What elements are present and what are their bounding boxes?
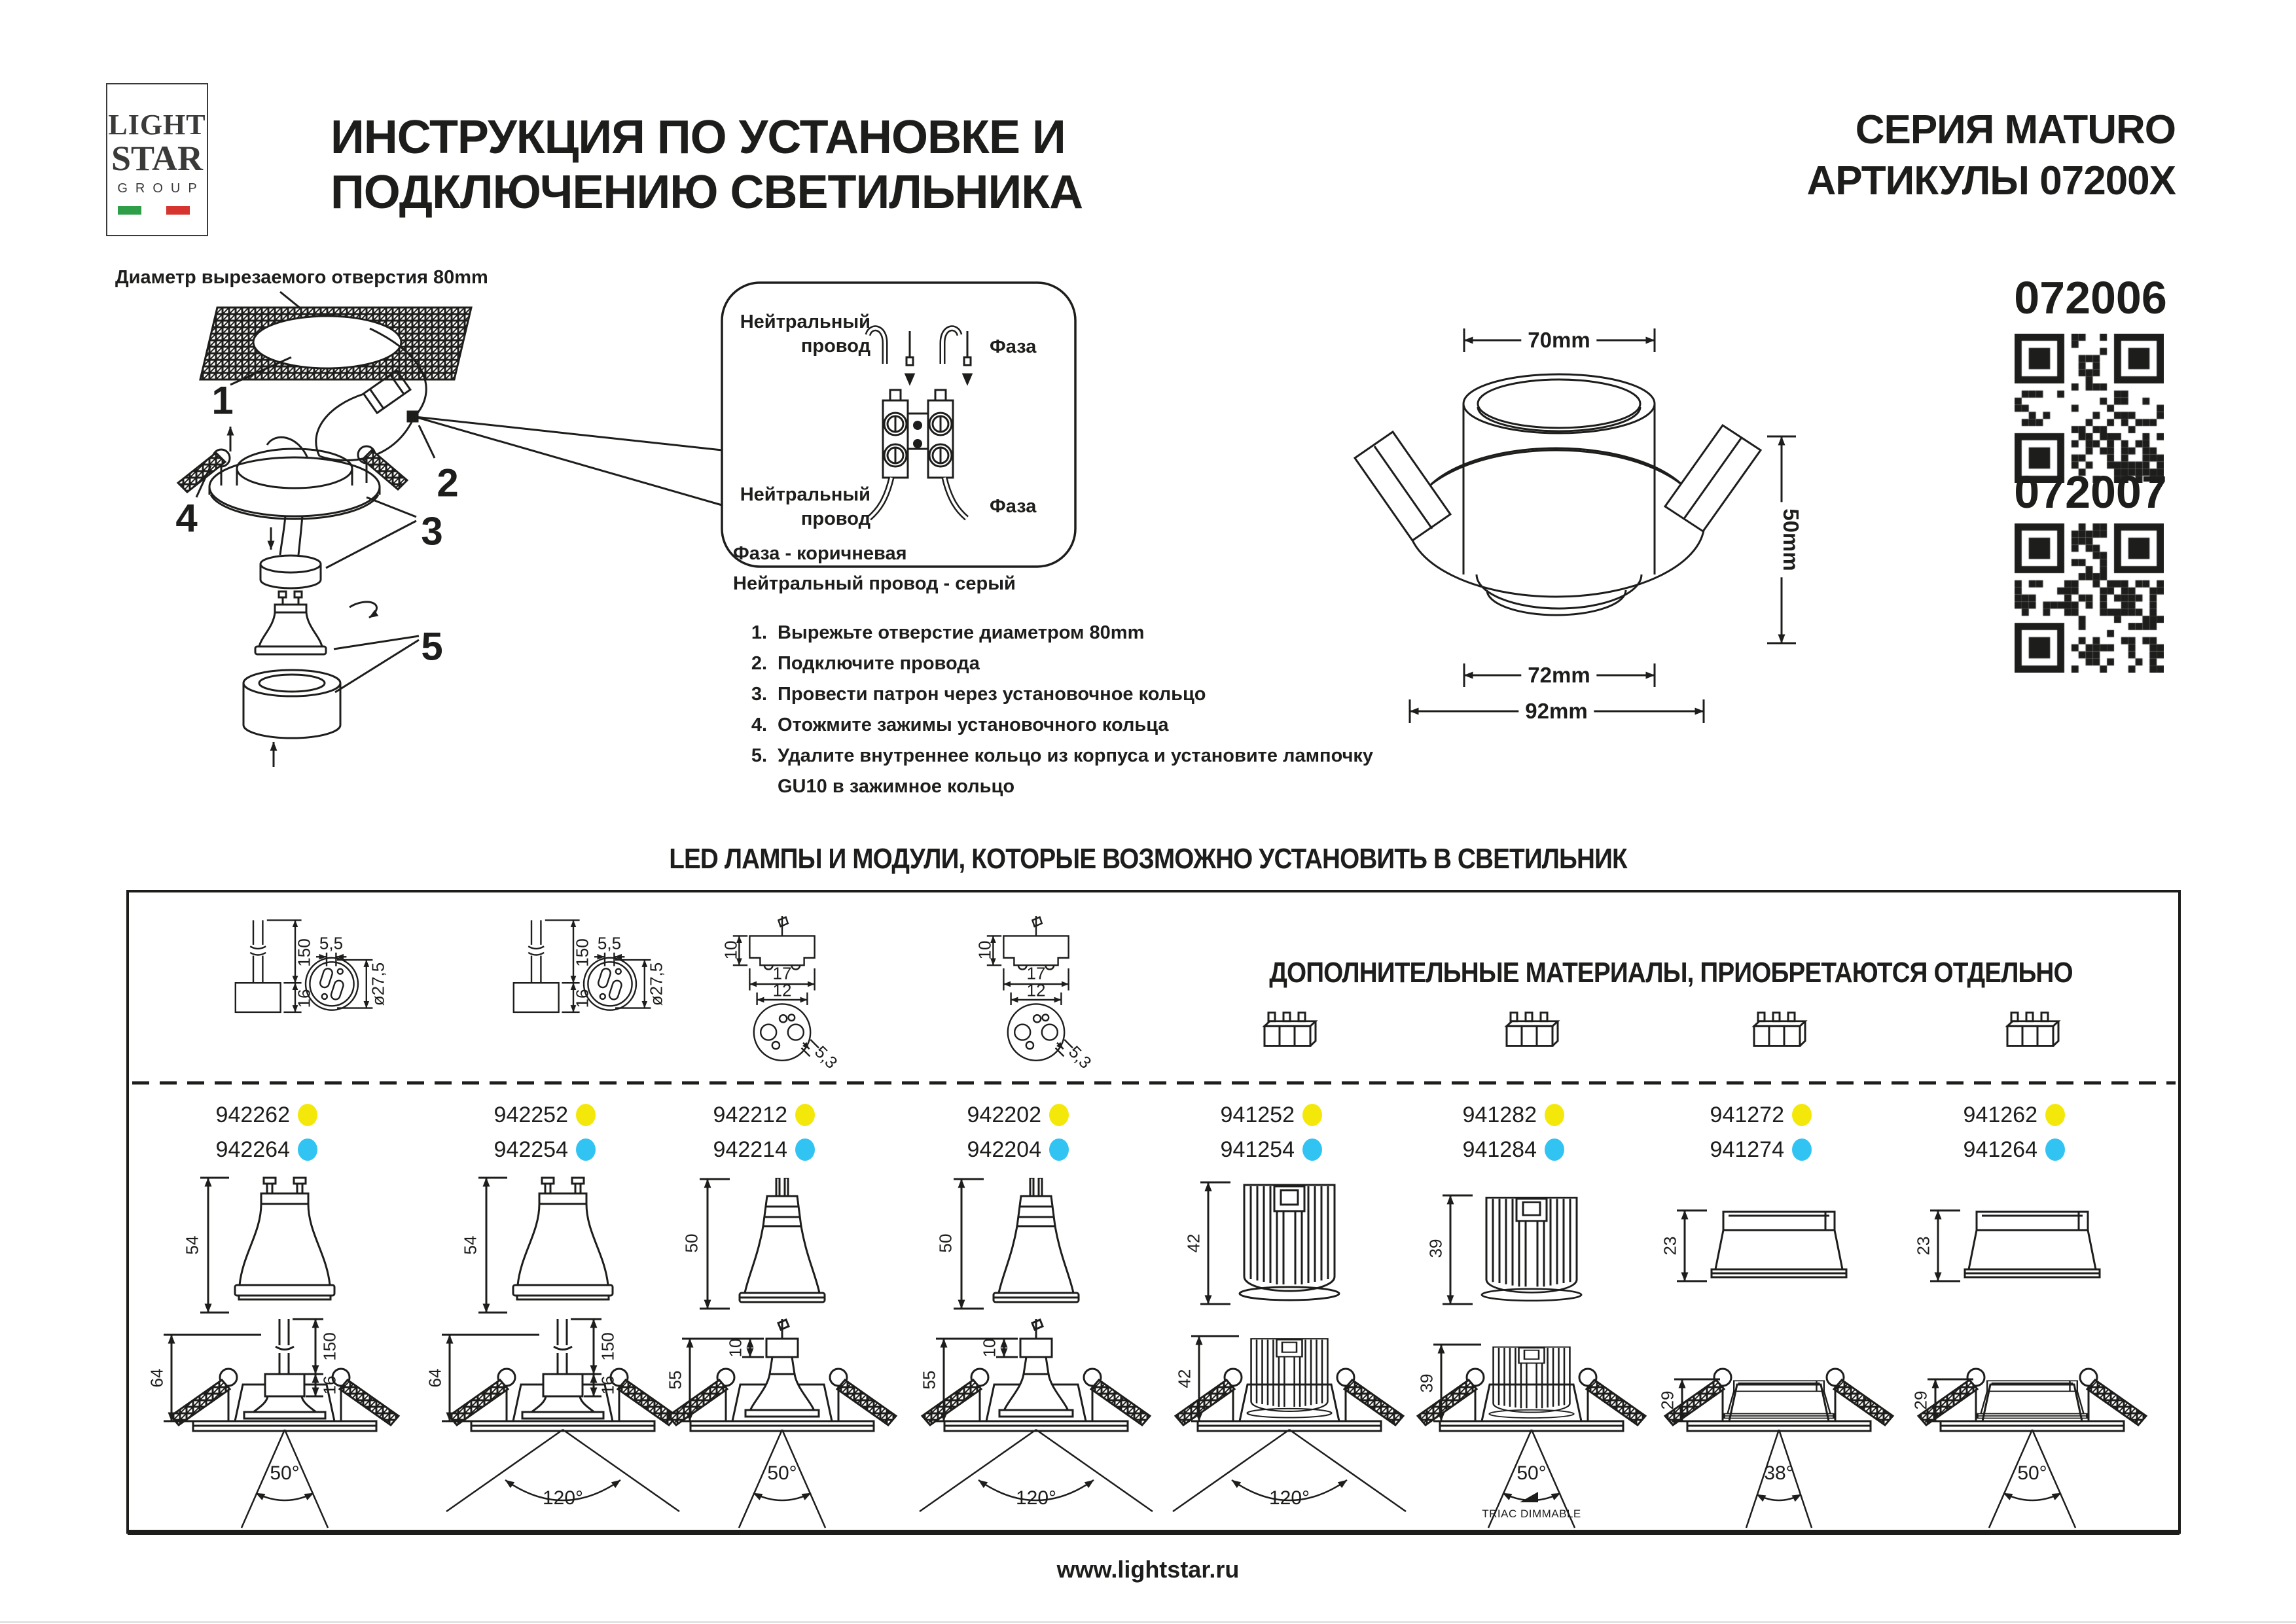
article-row	[1158, 1137, 1322, 1163]
dim-72mm: 72mm	[1521, 663, 1596, 688]
step-3: 3. Провести патрон через установочное кольцо	[751, 684, 1206, 705]
callout-number-1: 1	[211, 378, 234, 423]
article-code: 942212	[713, 1102, 787, 1127]
article-code: 941254	[1220, 1137, 1295, 1162]
logo-italian-flag-icon	[118, 206, 195, 215]
dim-label: 42	[1174, 1369, 1194, 1388]
dim-label: 42	[1183, 1233, 1204, 1253]
triac-dimmable-label: TRIAC DIMMABLE	[1482, 1508, 1581, 1520]
article-row	[1901, 1102, 2065, 1128]
dim-label: 5,3	[810, 1042, 842, 1073]
dim-label: 150	[294, 938, 314, 967]
dim-label: ø27,5	[646, 962, 666, 1006]
blue-dot-icon	[576, 1139, 596, 1161]
dim-label: 10	[725, 1338, 745, 1358]
dim-label: 50	[681, 1233, 702, 1253]
installation-diagram	[178, 292, 722, 767]
callout-number-5: 5	[421, 624, 443, 669]
blue-dot-icon	[1545, 1139, 1564, 1161]
lightstar-logo	[106, 83, 208, 236]
yellow-dot-icon	[576, 1104, 596, 1126]
beam-angle-label: 120°	[1268, 1487, 1310, 1509]
dim-label: 16	[598, 1375, 618, 1395]
yellow-dot-icon	[2045, 1104, 2065, 1126]
extras-title: ДОПОЛНИТЕЛЬНЫЕ МАТЕРИАЛЫ, ПРИОБРЕТАЮТСЯ ОТДЕЛЬНО	[1269, 957, 2073, 989]
installed-fixture-drawings	[164, 1319, 2146, 1431]
article-row	[432, 1137, 596, 1163]
dim-label: 23	[1913, 1236, 1933, 1256]
dim-label: 150	[598, 1332, 618, 1361]
hole-diameter-note: Диаметр вырезаемого отверстия 80mm	[115, 267, 488, 288]
article-code: 942264	[215, 1137, 290, 1162]
dim-label: ø27,5	[368, 962, 388, 1006]
blue-dot-icon	[1792, 1139, 1812, 1161]
article-code: 941264	[1963, 1137, 2037, 1162]
neutral-wire-label-bottom: Нейтральный провод	[740, 484, 870, 529]
dim-label: 29	[1657, 1390, 1677, 1410]
blue-dot-icon	[298, 1139, 317, 1161]
article-row	[432, 1102, 596, 1128]
article-row	[154, 1102, 317, 1128]
article-row	[1401, 1137, 1564, 1163]
dim-label: 5,5	[597, 933, 622, 953]
article-code: 941284	[1462, 1137, 1537, 1162]
qr-code-072007	[2015, 523, 2164, 673]
neutral-color-note: Нейтральный провод - серый	[733, 573, 1016, 594]
neutral-wire-label-top: Нейтральный провод	[740, 311, 870, 357]
dim-label: 150	[319, 1332, 340, 1361]
article-code: 941274	[1710, 1137, 1784, 1162]
dim-label: 16	[572, 989, 592, 1008]
step-4: 4. Отожмите зажимы установочного кольца	[751, 715, 1169, 735]
footer-link[interactable]: www.lightstar.ru	[1056, 1556, 1240, 1583]
installation-steps	[734, 618, 1382, 802]
step-1: 1. Вырежьте отверстие диаметром 80mm	[751, 622, 1145, 643]
article-row	[905, 1102, 1069, 1128]
dim-label: 54	[460, 1235, 480, 1255]
beam-angle-label: 38°	[1764, 1462, 1794, 1484]
article-row	[1401, 1102, 1564, 1128]
callout-number-2: 2	[437, 461, 459, 505]
step-2: 2. Подключите провода	[751, 653, 980, 674]
beam-angle-label: 50°	[2017, 1462, 2047, 1484]
phase-label-top: Фаза	[990, 336, 1037, 357]
article-code: 942252	[493, 1102, 568, 1127]
article-code: 942254	[493, 1137, 568, 1162]
page-title: ИНСТРУКЦИЯ ПО УСТАНОВКЕ И ПОДКЛЮЧЕНИЮ СВЕТИЛЬНИКА	[331, 111, 1083, 219]
article-code: 942262	[215, 1102, 290, 1127]
step-5: 5. Удалите внутреннее кольцо из корпуса и установите лампочку GU10 в зажимное кольцо	[751, 745, 1374, 797]
article-code: 941262	[1963, 1102, 2037, 1127]
article-row	[1901, 1137, 2065, 1163]
dim-label: 16	[319, 1375, 340, 1395]
dim-label: 5,3	[1064, 1042, 1096, 1073]
dim-label: 12	[1026, 980, 1046, 1000]
led-lamps-title: LED ЛАМПЫ И МОДУЛИ, КОТОРЫЕ ВОЗМОЖНО УСТАНОВИТЬ В СВЕТИЛЬНИК	[669, 843, 1627, 875]
yellow-dot-icon	[1302, 1104, 1322, 1126]
dim-label: 12	[772, 980, 792, 1000]
logo-group: GROUP	[117, 181, 205, 196]
yellow-dot-icon	[1049, 1104, 1069, 1126]
dim-label: 10	[721, 940, 741, 960]
article-row	[905, 1137, 1069, 1163]
dim-label: 17	[772, 963, 792, 983]
dim-label: 64	[425, 1368, 445, 1388]
logo-star: STAR	[111, 139, 204, 178]
phase-color-note: Фаза - коричневая	[733, 543, 907, 564]
blue-dot-icon	[1049, 1139, 1069, 1161]
dim-label: 64	[147, 1368, 167, 1388]
article-code: 941272	[1710, 1102, 1784, 1127]
beam-angle-label: 50°	[270, 1462, 300, 1484]
dim-70mm: 70mm	[1521, 328, 1596, 353]
callout-number-4: 4	[175, 496, 198, 540]
callout-number-3: 3	[421, 509, 443, 554]
beam-angle-label: 120°	[1015, 1487, 1057, 1509]
article-code: 942202	[967, 1102, 1041, 1127]
dim-92mm: 92mm	[1518, 699, 1594, 724]
beam-angle-label: 50°	[1516, 1462, 1547, 1484]
article-row	[651, 1102, 815, 1128]
series-title: СЕРИЯ MATURO АРТИКУЛЫ 07200X	[1806, 107, 2176, 203]
yellow-dot-icon	[795, 1104, 815, 1126]
beam-angle-drawings	[242, 1430, 2075, 1528]
article-code: 941282	[1462, 1102, 1537, 1127]
dim-label: 10	[975, 940, 995, 960]
article-code: 941252	[1220, 1102, 1295, 1127]
dim-label: 10	[979, 1338, 999, 1358]
yellow-dot-icon	[1792, 1104, 1812, 1126]
article-row	[651, 1137, 815, 1163]
beam-angle-label: 120°	[542, 1487, 584, 1509]
qr-code-072006	[2015, 334, 2164, 483]
dim-label: 54	[182, 1235, 202, 1255]
product-code-072007: 072007	[2014, 467, 2167, 518]
dim-label: 150	[572, 938, 592, 967]
dim-label: 39	[1426, 1239, 1446, 1258]
dim-label: 23	[1660, 1236, 1680, 1256]
dim-label: 55	[665, 1370, 685, 1390]
dim-label: 17	[1026, 963, 1046, 983]
dim-label: 39	[1416, 1373, 1437, 1393]
article-row	[1158, 1102, 1322, 1128]
dim-50mm: 50mm	[1778, 502, 1803, 577]
dim-label: 29	[1910, 1390, 1931, 1410]
yellow-dot-icon	[1545, 1104, 1564, 1126]
blue-dot-icon	[2045, 1139, 2065, 1161]
article-row	[1648, 1137, 1812, 1163]
article-code: 942214	[713, 1137, 787, 1162]
lamp-drawings	[200, 1178, 2100, 1313]
yellow-dot-icon	[298, 1104, 317, 1126]
phase-label-bottom: Фаза	[990, 496, 1037, 517]
logo-light: LIGHT	[108, 109, 206, 141]
dim-label: 5,5	[319, 933, 344, 953]
article-row	[1648, 1102, 1812, 1128]
article-row	[154, 1137, 317, 1163]
article-code: 942204	[967, 1137, 1041, 1162]
dim-label: 16	[294, 989, 314, 1008]
dim-label: 55	[919, 1370, 939, 1390]
dim-label: 50	[935, 1233, 956, 1253]
blue-dot-icon	[1302, 1139, 1322, 1161]
beam-angle-label: 50°	[767, 1462, 797, 1484]
bottom-rule	[0, 1621, 2296, 1623]
blue-dot-icon	[795, 1139, 815, 1161]
product-code-072006: 072006	[2014, 272, 2167, 323]
